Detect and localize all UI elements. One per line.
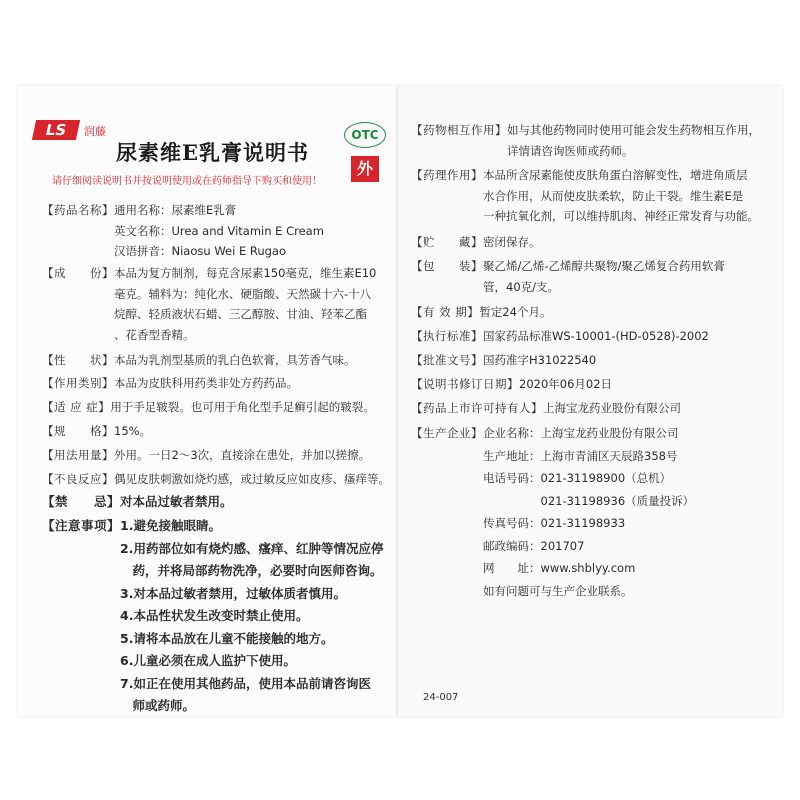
section-value: 偶见皮肤刺激如烧灼感，或过敏反应如皮疹、瘙痒等。 [114, 472, 390, 486]
section-label: 【用法用量】 [42, 448, 114, 462]
section-label: 【成 份】 [42, 266, 114, 280]
section-value: 15%。 [114, 424, 152, 438]
section-value: 企业名称：上海宝龙药业股份有限公司 生产地址：上海市青浦区天辰路358号 电话号码：021-31198900（总机） 021-31198936（质量投诉） 传真号码：021-31198933 邮政编码：201707 网 址：www.shblyy.com 如有问题可与生产企业联系。 [483, 426, 695, 598]
left-page [18, 86, 399, 716]
section-label: 【包 装】 [411, 259, 483, 273]
section-standard [411, 326, 773, 347]
section-label: 【生产企业】 [411, 426, 483, 440]
section-label: 【药理作用】 [411, 168, 483, 182]
section-value: 对本品过敏者禁用。 [120, 494, 233, 509]
section-value: 用于手足皲裂。也可用于角化型手足癣引起的皲裂。 [110, 400, 375, 414]
section-label: 【批准文号】 [411, 353, 483, 367]
section-pharmacology [411, 165, 773, 227]
section-label: 【有 效 期】 [411, 305, 480, 319]
section-value: 密闭保存。 [483, 235, 541, 249]
section-value: 暂定24个月。 [479, 305, 552, 319]
otc-badge: OTC [344, 122, 386, 148]
section-label: 【性 状】 [42, 353, 114, 367]
brand-name: 润藤 [84, 125, 106, 138]
section-value: 通用名称：尿素维E乳膏 英文名称：Urea and Vitamin E Cream 汉语拼音：Niaosu Wei E Rugao [114, 203, 324, 258]
section-value: 本品为乳剂型基质的乳白色软膏，具芳香气味。 [114, 353, 356, 367]
leaflet-sheet [18, 86, 782, 716]
section-value: 本品为复方制剂，每克含尿素150毫克，维生素E10 毫克。辅料为：纯化水、硬脂酸、天然碳十六-十八 烷醇、轻质液状石蜡、三乙醇胺、甘油、羟苯乙酯 、花香型香精。 [114, 266, 377, 342]
section-adverse [42, 469, 392, 490]
leaflet-code: 24-007 [423, 692, 459, 703]
section-value: 2020年06月02日 [519, 377, 613, 391]
section-label: 【规 格】 [42, 424, 114, 438]
section-label: 【作用类别】 [42, 376, 114, 390]
brand-logo: LS [32, 120, 80, 140]
section-value: 外用。一日2～3次，直接涂在患处，并加以搓擦。 [114, 448, 371, 462]
section-spec [42, 421, 392, 442]
section-value: 聚乙烯/乙烯-乙烯醇共聚物/聚乙烯复合药用软膏 管，40克/支。 [483, 259, 725, 294]
page-title: 尿素维E乳膏说明书 [116, 140, 310, 165]
section-value: 国药准字H31022540 [483, 353, 597, 367]
section-value: 本品为皮肤科用药类非处方药药品。 [114, 376, 298, 390]
section-storage [411, 232, 773, 253]
section-license-holder [411, 398, 773, 419]
section-cautions [42, 515, 392, 716]
warning-text: 请仔细阅读说明书并按说明使用或在药师指导下购买和使用！ [52, 176, 322, 187]
section-ingredients [42, 263, 392, 345]
section-label: 【注意事项】 [42, 518, 121, 533]
section-package [411, 256, 773, 297]
section-value: 本品所含尿素能使皮肤角蛋白溶解变性，增进角质层 水合作用，从而使皮肤柔软，防止干裂。维生素E是 一种抗氧化剂，可以维持肌肉、神经正常发育与功能。 [483, 168, 759, 223]
section-approval [411, 350, 773, 371]
section-label: 【禁 忌】 [42, 494, 121, 509]
section-label: 【药品上市许可持有人】 [411, 401, 543, 415]
section-label: 【药品名称】 [42, 203, 114, 217]
section-usage [42, 445, 392, 466]
section-value: 1.避免接触眼睛。 2.用药部位如有烧灼感、瘙痒、红肿等情况应停 药，并将局部药物洗净，必要时向医师咨询。 3.对本品过敏者禁用，过敏体质者慎用。 4.本品性状发生改变时禁止使用。 5.请将本品放在儿童不能接触的地方。 6.儿童必须在成人监护下使用。 7.如正在使用其他药品，使用本品前请咨询医 师或药师。 [120, 518, 384, 713]
section-revision-date [411, 374, 773, 395]
section-label: 【不良反应】 [42, 472, 114, 486]
section-value: 如与其他药物同时使用可能会发生药物相互作用， 详情请咨询医师或药师。 [507, 123, 760, 158]
section-character [42, 350, 392, 371]
section-value: 国家药品标准WS-10001-(HD-0528)-2002 [483, 329, 709, 343]
section-indication [42, 397, 392, 418]
section-validity [411, 302, 773, 323]
external-use-badge: 外 [351, 156, 379, 182]
section-value: 上海宝龙药业股份有限公司 [543, 401, 681, 415]
section-category [42, 373, 392, 394]
section-label: 【贮 藏】 [411, 235, 483, 249]
section-drug-name [42, 200, 392, 262]
section-label: 【执行标准】 [411, 329, 483, 343]
right-page [399, 86, 782, 716]
section-manufacturer [411, 422, 773, 602]
section-label: 【说明书修订日期】 [411, 377, 519, 391]
section-contraindication [42, 491, 392, 513]
section-interaction [411, 120, 773, 161]
section-label: 【适 应 症】 [42, 400, 111, 414]
section-label: 【药物相互作用】 [411, 123, 507, 137]
